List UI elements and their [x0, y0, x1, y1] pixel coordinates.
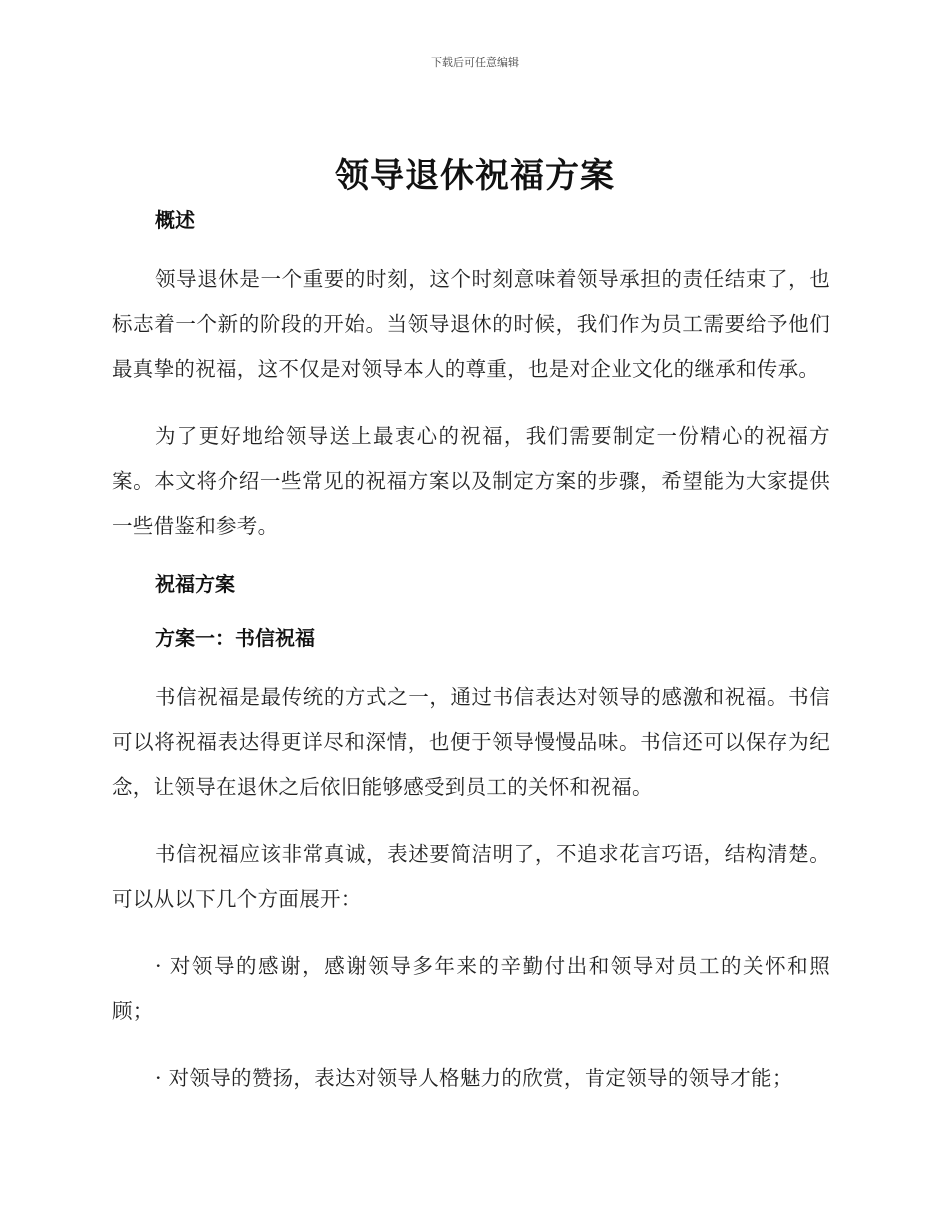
- bullet-item-1: · 对领导的感谢，感谢领导多年来的辛勤付出和领导对员工的关怀和照顾；: [112, 954, 830, 1023]
- plans-heading: 祝福方案: [155, 572, 235, 596]
- plan1-paragraph-2: 书信祝福应该非常真诚，表述要简洁明了，不追求花言巧语，结构清楚。可以从以下几个方面展开：: [112, 842, 830, 911]
- bullet-item-2: · 对领导的赞扬，表达对领导人格魅力的欣赏，肯定领导的领导才能；: [155, 1066, 793, 1090]
- overview-paragraph-1: 领导退休是一个重要的时刻，这个时刻意味着领导承担的责任结束了，也标志着一个新的阶段的开始。当领导退休的时候，我们作为员工需要给予他们最真挚的祝福，这不仅是对领导本人的尊重，也是对企业文化的继承和传承。: [112, 267, 830, 381]
- overview-heading: 概述: [155, 208, 195, 232]
- overview-paragraph-2: 为了更好地给领导送上最衷心的祝福，我们需要制定一份精心的祝福方案。本文将介绍一些常见的祝福方案以及制定方案的步骤，希望能为大家提供一些借鉴和参考。: [112, 424, 830, 538]
- header-note: 下载后可任意编辑: [431, 56, 519, 69]
- plan1-heading: 方案一：书信祝福: [155, 626, 315, 650]
- document-body: [112, 203, 830, 1101]
- document-title: 领导退休祝福方案: [335, 156, 615, 196]
- plan1-paragraph-1: 书信祝福是最传统的方式之一，通过书信表达对领导的感激和祝福。书信可以将祝福表达得更详尽和深情，也便于领导慢慢品味。书信还可以保存为纪念，让领导在退休之后依旧能够感受到员工的关怀和祝福。: [112, 685, 830, 799]
